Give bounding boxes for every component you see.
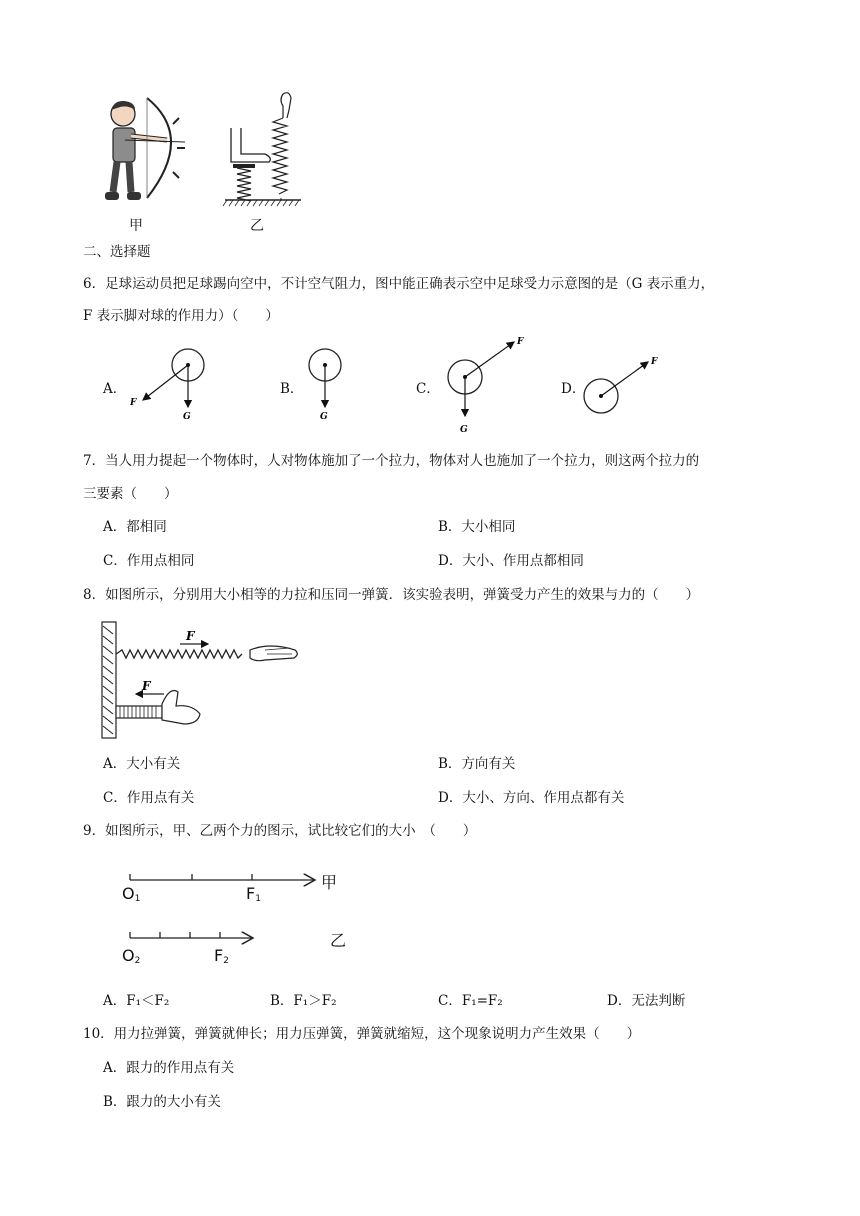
q9-stem: 9．如图所示，甲、乙两个力的图示，试比较它们的大小 （ ） [83, 823, 477, 839]
q9-jia-label: 甲 [321, 873, 338, 892]
q9-option-d[interactable]: D．无法判断 [607, 993, 686, 1009]
q6-c-f-label: F [517, 337, 524, 347]
q9-option-b[interactable]: B．F₁＞F₂ [270, 993, 337, 1009]
q9-f2-label: $F_2$ [214, 946, 229, 966]
q8-option-c[interactable]: C．作用点有关 [103, 790, 195, 806]
q7-stem-line2: 三要素（ ） [83, 486, 178, 502]
q6-option-d-label[interactable]: D． [561, 381, 586, 397]
q6-a-f-label: F [130, 398, 137, 408]
q7-stem-line1: 7．当人用力提起一个物体时，人对物体施加了一个拉力，物体对人也施加了一个拉力，则这两个拉力的 [83, 453, 700, 469]
q6-option-c-label[interactable]: C． [416, 381, 440, 397]
q6-b-g-label: G [320, 412, 328, 422]
q6-stem-line1: 6．足球运动员把足球踢向空中，不计空气阻力，图中能正确表示空中足球受力示意图的是（G 表示重力， [83, 276, 715, 292]
label-jia: 甲 [129, 218, 143, 234]
q9-option-a[interactable]: A．F₁＜F₂ [103, 993, 170, 1009]
q7-option-c[interactable]: C．作用点相同 [103, 553, 195, 569]
q8-spring-wall-diagram [100, 620, 305, 740]
q9-o1-label: $O_1$ [122, 884, 141, 904]
q6-option-b-diagram [300, 343, 350, 425]
q8-stem: 8．如图所示，分别用大小相等的力拉和压同一弹簧．该实验表明，弹簧受力产生的效果与力的（ ） [83, 587, 700, 603]
q6-option-c-diagram [440, 334, 540, 434]
q8-option-d[interactable]: D．大小、方向、作用点都有关 [438, 790, 625, 806]
q6-option-a-diagram [128, 343, 218, 425]
q7-option-a[interactable]: A．都相同 [103, 519, 167, 535]
q10-option-b[interactable]: B．跟力的大小有关 [103, 1094, 221, 1110]
archer-illustration [95, 92, 195, 212]
q6-d-f-label: F [651, 357, 658, 367]
section-title: 二、选择题 [83, 244, 151, 260]
q8-f-bottom: F [142, 679, 151, 693]
q6-a-g-label: G [183, 412, 191, 422]
q8-option-a[interactable]: A．大小有关 [103, 756, 181, 772]
q8-f-top: F [186, 629, 195, 643]
q9-force-diagram [115, 858, 355, 973]
q9-yi-label: 乙 [330, 931, 347, 950]
q6-c-g-label: G [460, 425, 468, 435]
q9-o2-label: $O_2$ [122, 946, 141, 966]
q9-f1-label: $F_1$ [246, 884, 261, 904]
q8-option-b[interactable]: B．方向有关 [438, 756, 516, 772]
label-yi: 乙 [250, 218, 264, 234]
q6-stem-line2: F 表示脚对球的作用力）（ ） [83, 308, 279, 324]
q6-option-d-diagram [580, 350, 670, 414]
q7-option-d[interactable]: D．大小、作用点都相同 [438, 553, 584, 569]
q6-option-a-label[interactable]: A． [103, 381, 127, 397]
q7-option-b[interactable]: B．大小相同 [438, 519, 516, 535]
q9-option-c[interactable]: C．F₁=F₂ [438, 993, 503, 1009]
springs-illustration [225, 88, 305, 210]
q10-stem: 10．用力拉弹簧，弹簧就伸长；用力压弹簧，弹簧就缩短，这个现象说明力产生效果（ ） [83, 1026, 641, 1042]
q6-option-b-label[interactable]: B． [280, 381, 304, 397]
q10-option-a[interactable]: A．跟力的作用点有关 [103, 1060, 235, 1076]
